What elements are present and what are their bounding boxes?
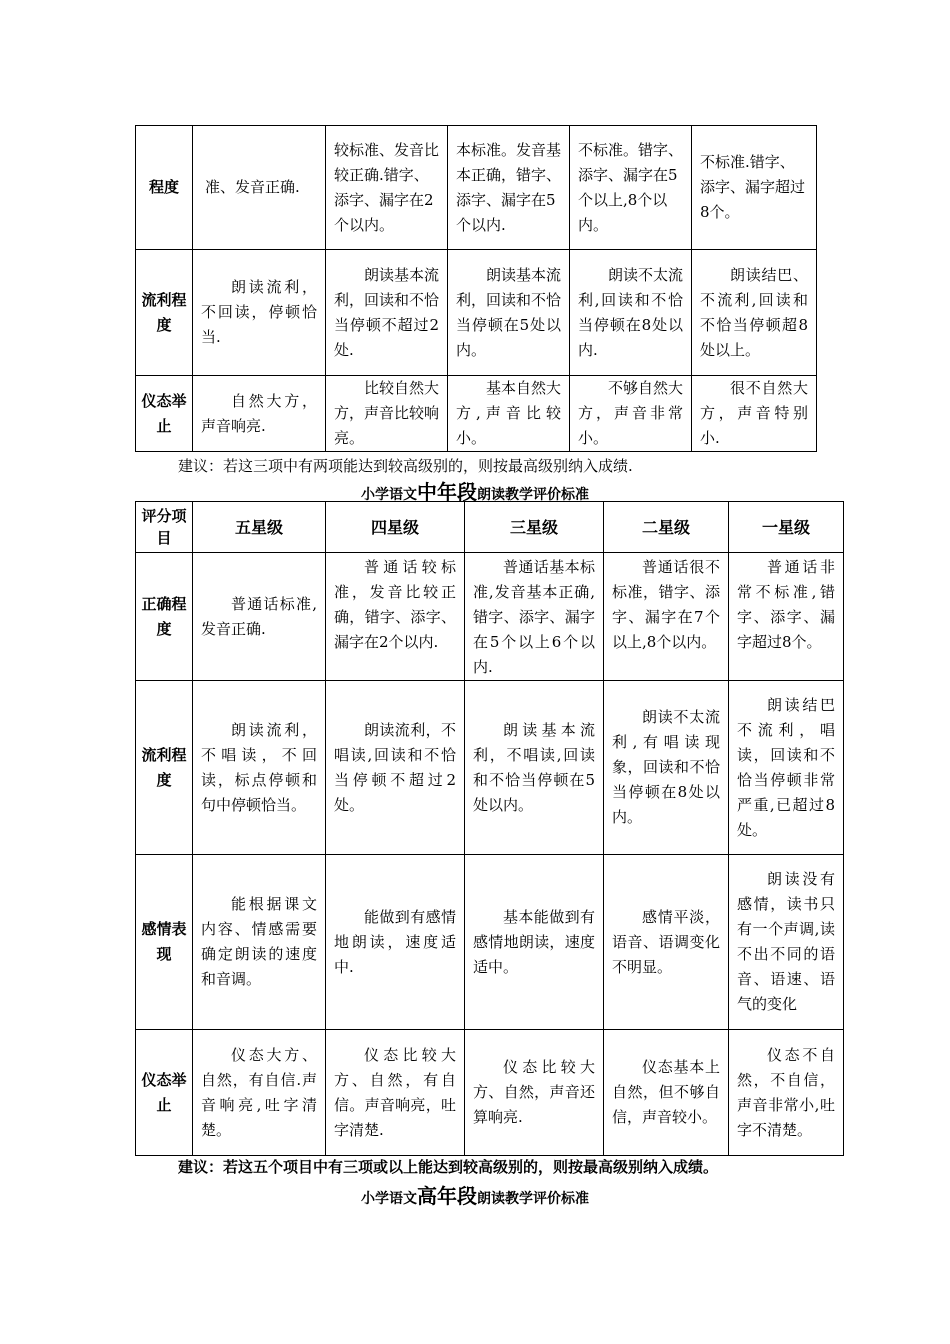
cell-two-star: 不标准。错字、添字、漏字在5个以上,8个以内。 xyxy=(570,126,692,250)
row-header: 仪态举止 xyxy=(136,1030,193,1156)
cell-five-star: 朗读流利，不唱读，不回读，标点停顿和句中停顿恰当。 xyxy=(193,681,326,855)
header-three-star: 三星级 xyxy=(465,502,604,553)
row-header: 正确程度 xyxy=(136,553,193,681)
header-one-star: 一星级 xyxy=(729,502,844,553)
cell-one-star: 普通话非常不标准,错字、添字、漏字超过8个。 xyxy=(729,553,844,681)
cell-four-star: 朗读基本流利，回读和不恰当停顿不超过2处. xyxy=(326,250,448,376)
cell-four-star: 比较自然大方，声音比较响亮。 xyxy=(326,376,448,452)
cell-four-star: 朗读流利，不唱读,回读和不恰当停顿不超过2处。 xyxy=(326,681,465,855)
suggestion-note-middle-grade: 建议：若这五个项目中有三项或以上能达到较高级别的，则按最高级别纳入成绩。 xyxy=(178,1158,719,1176)
suggestion-note-lower-grade: 建议：若这三项中有两项能达到较高级别的，则按最高级别纳入成绩. xyxy=(178,457,633,475)
title-suffix: 朗读教学评价标准 xyxy=(477,1191,589,1207)
row-header: 程度 xyxy=(136,126,193,250)
title-prefix: 小学语文 xyxy=(361,487,417,503)
cell-four-star: 仪态比较大方、自然，有自信。声音响亮，吐字清楚. xyxy=(326,1030,465,1156)
cell-one-star: 朗读结巴不流利，唱读，回读和不恰当停顿非常严重,已超过8处。 xyxy=(729,681,844,855)
cell-three-star: 本标准。发音基本正确，错字、添字、漏字在5个以内. xyxy=(448,126,570,250)
cell-three-star: 仪态比较大方、自然，声音还算响亮. xyxy=(465,1030,604,1156)
title-grade: 高年段 xyxy=(417,1184,477,1208)
cell-five-star: 准、发音正确. xyxy=(193,126,326,250)
row-header: 感情表现 xyxy=(136,855,193,1030)
middle-grade-rubric-table xyxy=(135,501,844,1156)
cell-three-star: 普通话基本标准,发音基本正确,错字、添字、漏字在5个以上6个以内. xyxy=(465,553,604,681)
lower-grade-rubric-table-continued xyxy=(135,125,817,452)
cell-five-star: 能根据课文内容、情感需要确定朗读的速度和音调。 xyxy=(193,855,326,1030)
cell-two-star: 感情平淡，语音、语调变化不明显。 xyxy=(604,855,729,1030)
table2-row-fluency xyxy=(136,681,844,855)
cell-four-star: 普通话较标准，发音比较正确，错字、添字、漏字在2个以内. xyxy=(326,553,465,681)
header-two-star: 二星级 xyxy=(604,502,729,553)
cell-one-star: 很不自然大方，声音特别小. xyxy=(692,376,817,452)
cell-one-star: 仪态不自然，不自信，声音非常小,吐字不清楚。 xyxy=(729,1030,844,1156)
cell-five-star: 普通话标准,发音正确. xyxy=(193,553,326,681)
cell-five-star: 自然大方，声音响亮. xyxy=(193,376,326,452)
header-five-star: 五星级 xyxy=(193,502,326,553)
table2-row-accuracy xyxy=(136,553,844,681)
title-grade: 中年段 xyxy=(417,480,477,504)
cell-two-star: 朗读不太流利,回读和不恰当停顿在8处以内. xyxy=(570,250,692,376)
cell-two-star: 普通话很不标准，错字、添字、漏字在7个以上,8个以内。 xyxy=(604,553,729,681)
cell-three-star: 朗读基本流利，回读和不恰当停顿在5处以内。 xyxy=(448,250,570,376)
table1-row-manner xyxy=(136,376,817,452)
cell-one-star: 朗读没有感情，读书只有一个声调,读不出不同的语音、语速、语气的变化 xyxy=(729,855,844,1030)
row-header: 流利程度 xyxy=(136,250,193,376)
row-header: 流利程度 xyxy=(136,681,193,855)
row-header: 仪态举止 xyxy=(136,376,193,452)
cell-three-star: 基本能做到有感情地朗读，速度适中。 xyxy=(465,855,604,1030)
title-suffix: 朗读教学评价标准 xyxy=(477,487,589,503)
cell-five-star: 朗读流利，不回读，停顿恰当. xyxy=(193,250,326,376)
table1-row-fluency xyxy=(136,250,817,376)
cell-four-star: 能做到有感情地朗读，速度适中. xyxy=(326,855,465,1030)
cell-two-star: 不够自然大方，声音非常小。 xyxy=(570,376,692,452)
table1-row-accuracy xyxy=(136,126,817,250)
header-criteria: 评分项目 xyxy=(136,502,193,553)
table2-row-manner xyxy=(136,1030,844,1156)
upper-grade-title xyxy=(0,1180,950,1209)
cell-three-star: 朗读基本流利，不唱读,回读和不恰当停顿在5处以内。 xyxy=(465,681,604,855)
title-prefix: 小学语文 xyxy=(361,1191,417,1207)
cell-one-star: 朗读结巴、不流利,回读和不恰当停顿超8处以上。 xyxy=(692,250,817,376)
header-four-star: 四星级 xyxy=(326,502,465,553)
cell-five-star: 仪态大方、自然，有自信.声音响亮,吐字清楚。 xyxy=(193,1030,326,1156)
cell-one-star: 不标准.错字、添字、漏字超过8个。 xyxy=(692,126,817,250)
cell-two-star: 朗读不太流利,有唱读现象，回读和不恰当停顿在8处以内。 xyxy=(604,681,729,855)
cell-three-star: 基本自然大方,声音比较小。 xyxy=(448,376,570,452)
table2-header-row xyxy=(136,502,844,553)
cell-four-star: 较标准、发音比较正确.错字、添字、漏字在2个以内。 xyxy=(326,126,448,250)
table2-row-emotion xyxy=(136,855,844,1030)
cell-two-star: 仪态基本上自然，但不够自信，声音较小。 xyxy=(604,1030,729,1156)
